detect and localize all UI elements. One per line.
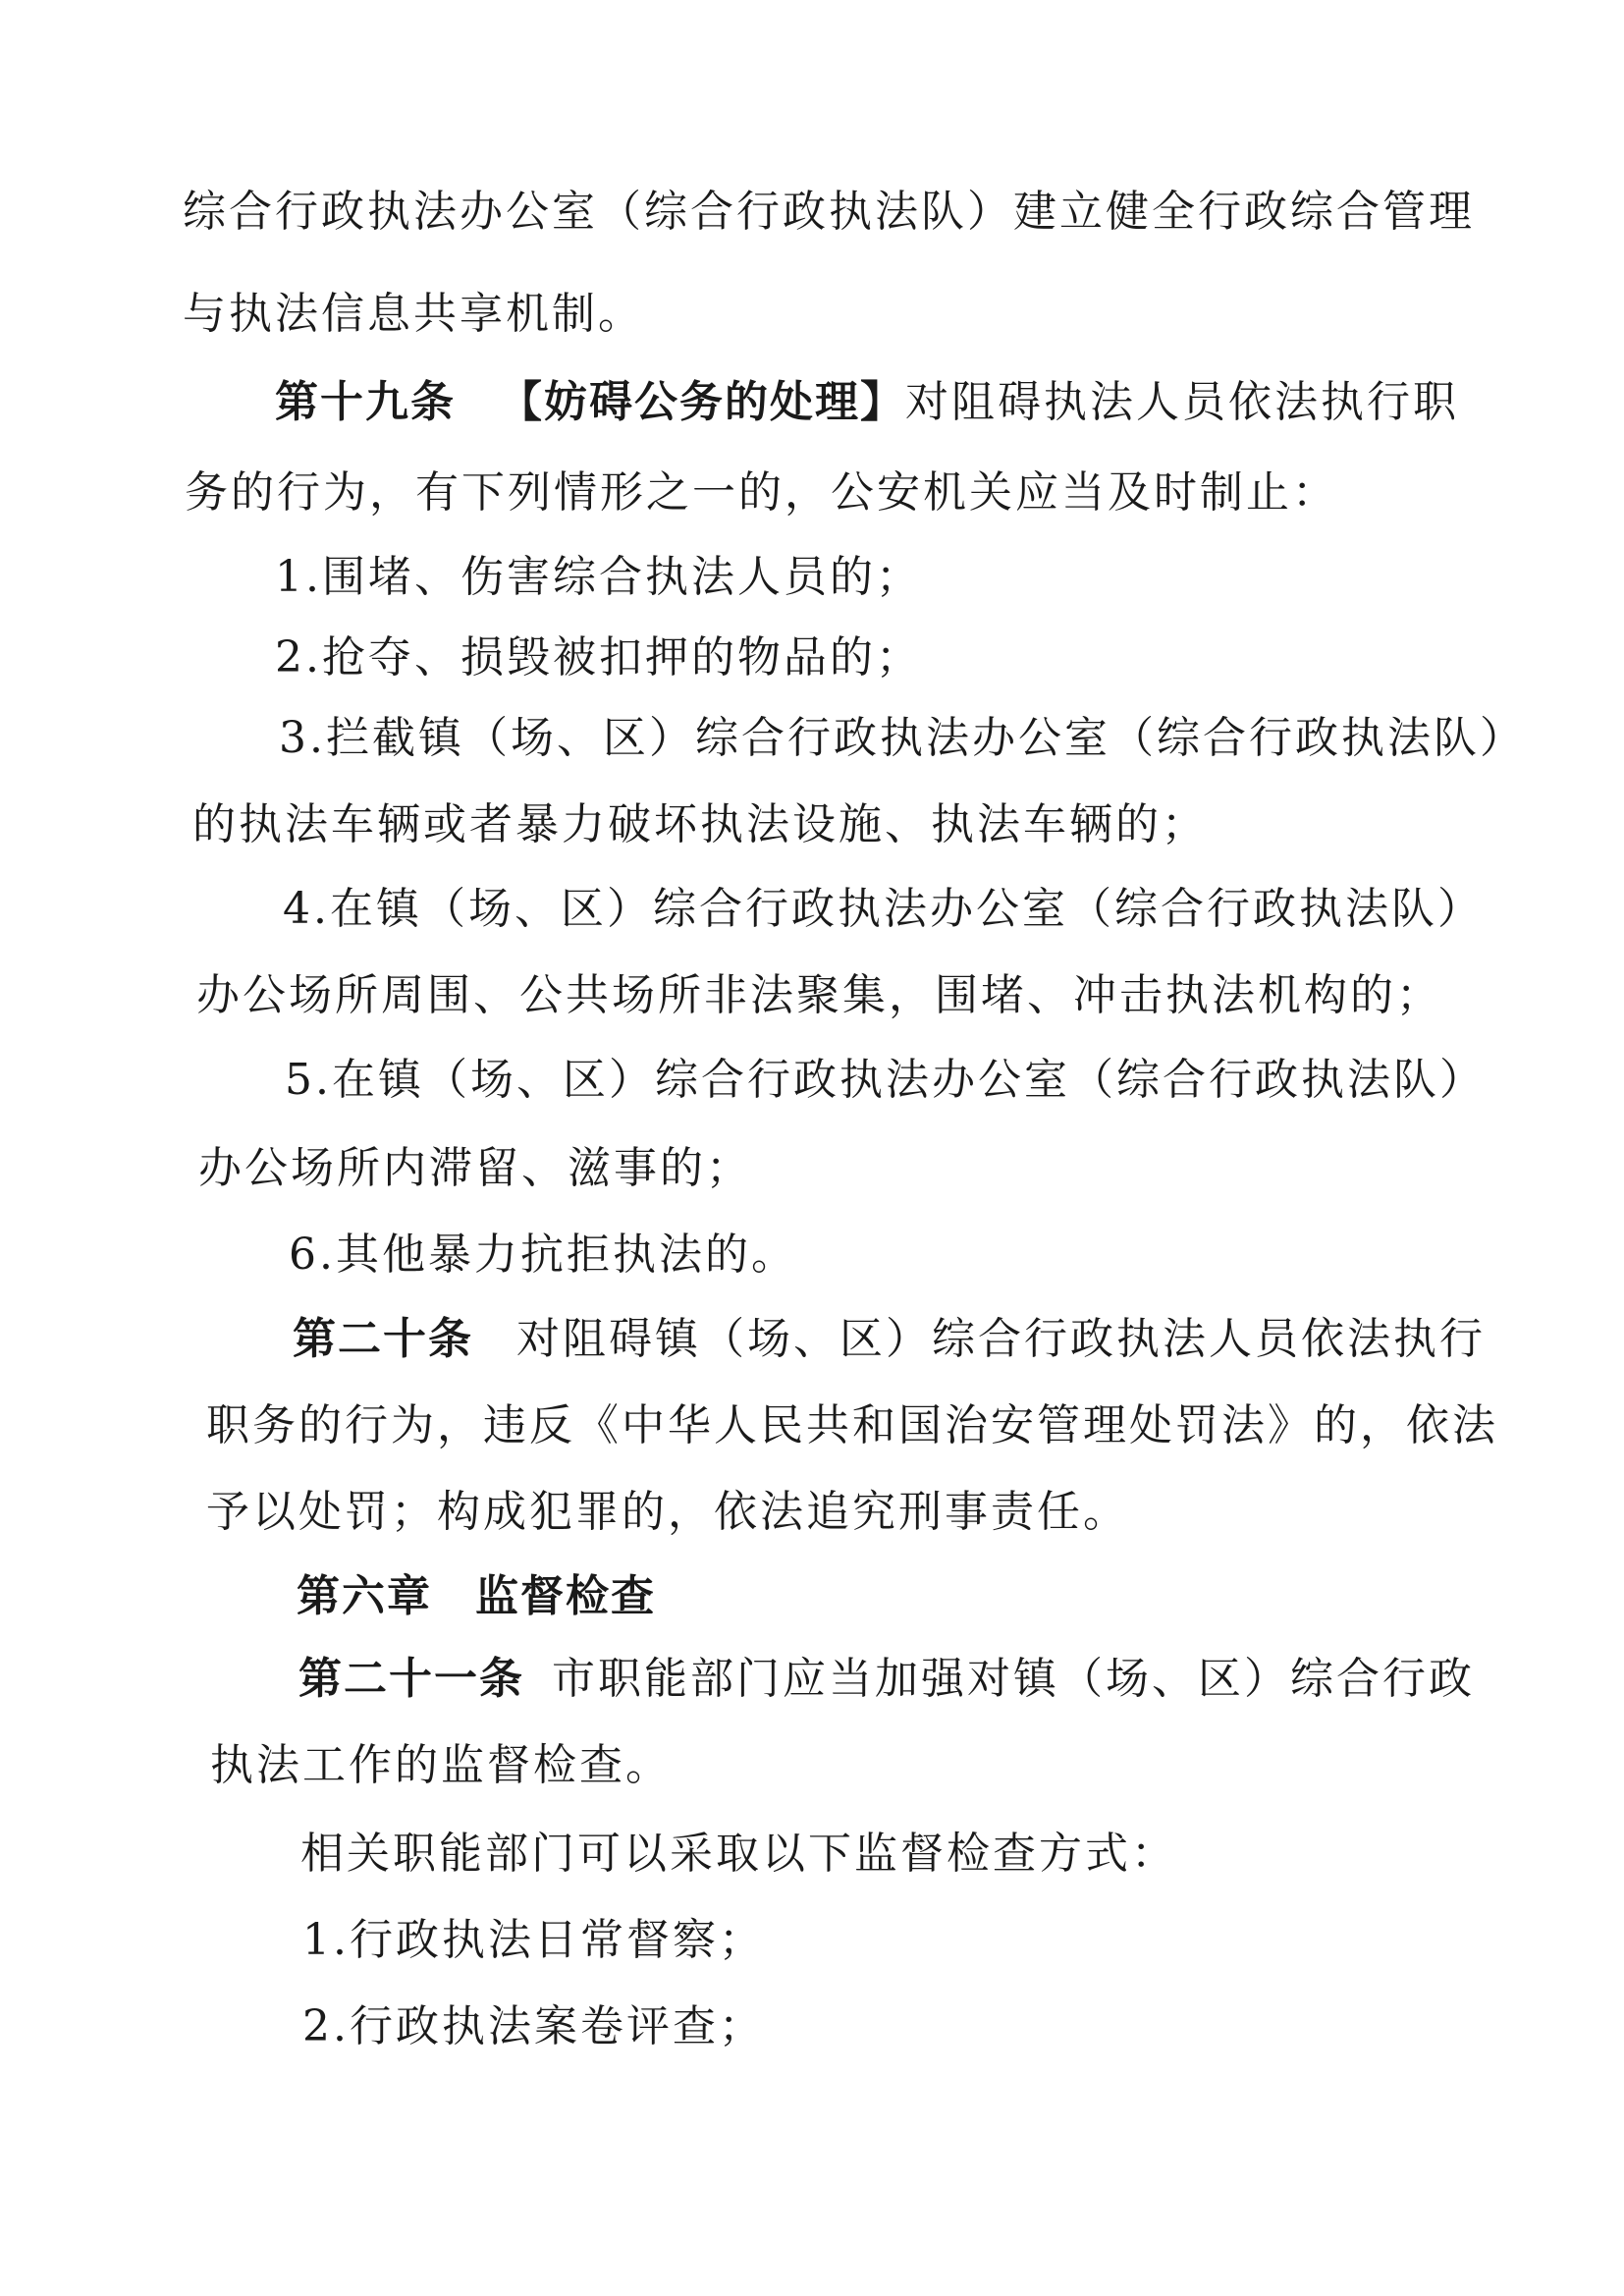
article-19-item-6: 6.其他暴力抗拒执法的。	[289, 1230, 797, 1280]
article-21-line-3: 相关职能部门可以采取以下监督检查方式：	[300, 1829, 1177, 1879]
article-19-item-5-cont: 办公场所内滞留、滋事的；	[198, 1143, 752, 1193]
article-19-item-4: 4.在镇（场、区）综合行政执法办公室（综合行政执法队）	[283, 884, 1484, 934]
article-21-heading: 第二十一条	[298, 1654, 524, 1704]
chapter-title: 监督检查	[475, 1571, 656, 1621]
chapter-6-heading	[297, 1569, 656, 1624]
article-19-item-3-cont: 的执法车辆或者暴力破坏执法设施、执法车辆的；	[192, 799, 1208, 849]
article-19-item-2: 2.抢夺、损毁被扣押的物品的；	[275, 632, 922, 683]
article-19-item-1: 1.围堵、伤害综合执法人员的；	[275, 552, 922, 602]
article-19-text: 对阻碍执法人员依法执行职	[905, 377, 1459, 427]
article-21-line-2: 执法工作的监督检查。	[210, 1740, 672, 1790]
chapter-number: 第六章	[297, 1571, 432, 1621]
article-19-item-3: 3.拦截镇（场、区）综合行政执法办公室（综合行政执法队）	[279, 713, 1526, 763]
article-19-title: 【妨碍公务的处理】	[499, 377, 905, 427]
article-19-line-1	[275, 375, 1459, 430]
article-20-text: 对阻碍镇（场、区）综合行政执法人员依法执行	[516, 1314, 1486, 1364]
intro-line-2: 与执法信息共享机制。	[183, 289, 644, 339]
article-20-line-2: 职务的行为，违反《中华人民共和国治安管理处罚法》的，依法	[206, 1400, 1498, 1450]
article-20-line-3: 予以处罚；构成犯罪的，依法追究刑事责任。	[206, 1487, 1129, 1537]
article-21-item-2: 2.行政执法案卷评查；	[302, 2001, 765, 2051]
article-21-line-1	[298, 1652, 1475, 1707]
article-19-item-4-cont: 办公场所周围、公共场所非法聚集，围堵、冲击执法机构的；	[196, 970, 1442, 1020]
article-20-heading: 第二十条	[293, 1314, 473, 1364]
intro-line-1: 综合行政执法办公室（综合行政执法队）建立健全行政综合管理	[183, 187, 1475, 237]
article-19-heading: 第十九条	[275, 377, 456, 427]
article-20-line-1	[293, 1312, 1486, 1367]
article-21-text: 市职能部门应当加强对镇（场、区）综合行政	[552, 1654, 1475, 1704]
article-21-item-1: 1.行政执法日常督察；	[302, 1915, 765, 1965]
article-19-item-5: 5.在镇（场、区）综合行政执法办公室（综合行政执法队）	[285, 1055, 1486, 1105]
article-19-line-2: 务的行为，有下列情形之一的，公安机关应当及时制止：	[185, 467, 1338, 518]
